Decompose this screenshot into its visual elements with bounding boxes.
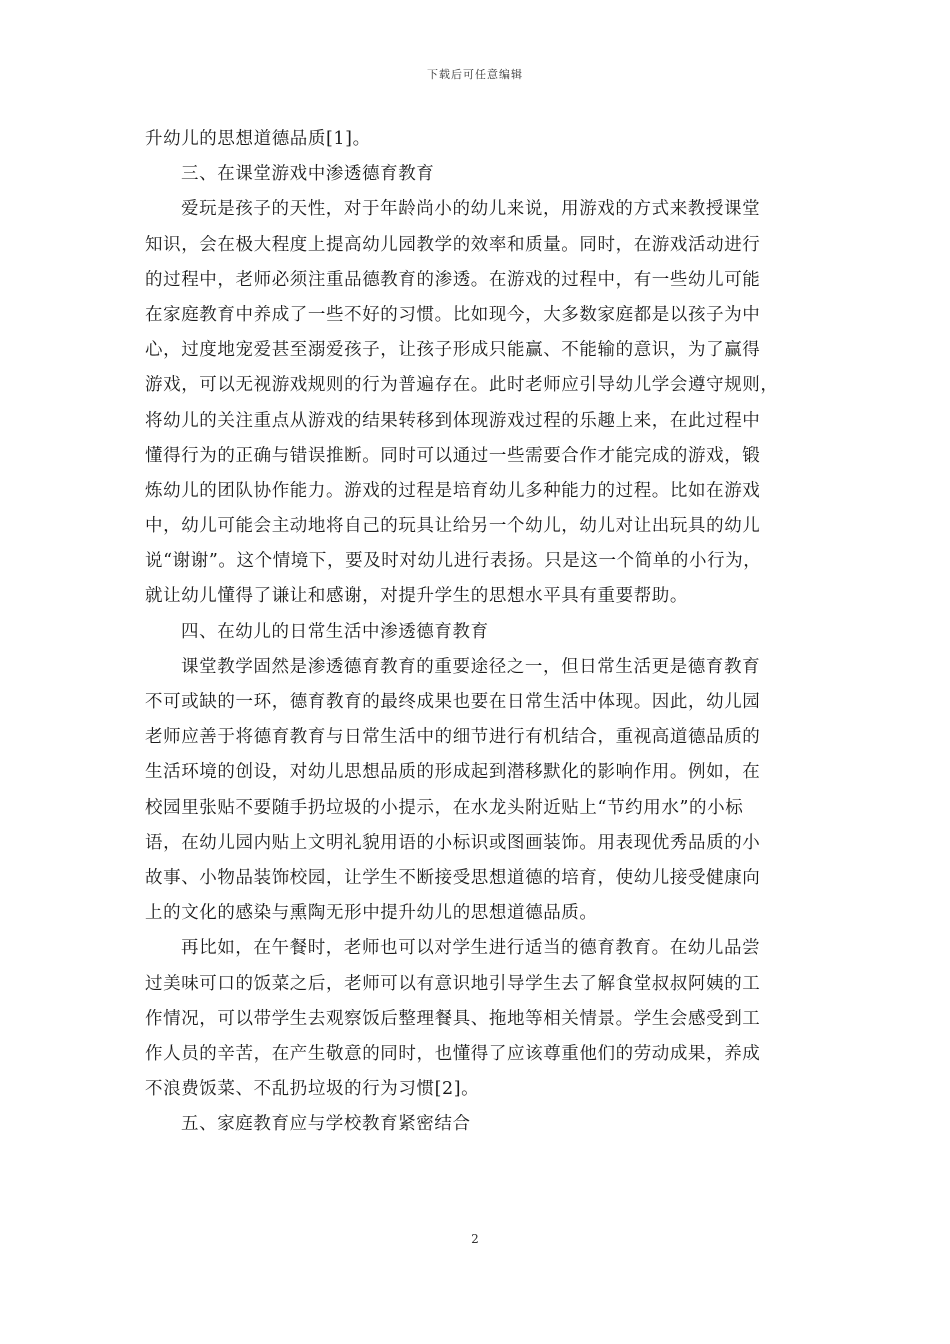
text-line: 炼幼儿的团队协作能力。游戏的过程是培育幼儿多种能力的过程。比如在游戏 <box>145 480 761 501</box>
section-heading: 四、在幼儿的日常生活中渗透德育教育 <box>181 621 489 642</box>
text-line: 课堂教学固然是渗透德育教育的重要途径之一，但日常生活更是德育教育 <box>181 656 761 677</box>
section-heading: 三、在课堂游戏中渗透德育教育 <box>181 164 435 185</box>
text-line: 校园里张贴不要随手扔垃圾的小提示，在水龙头附近贴上“节约用水”的小标 <box>145 797 744 818</box>
text-line: 知识，会在极大程度上提高幼儿园教学的效率和质量。同时，在游戏活动进行 <box>145 234 761 255</box>
text-line: 老师应善于将德育教育与日常生活中的细节进行有机结合，重视高道德品质的 <box>145 727 761 748</box>
text-line: 中，幼儿可能会主动地将自己的玩具让给另一个幼儿，幼儿对让出玩具的幼儿 <box>145 516 761 537</box>
text-line: 故事、小物品装饰校园，让学生不断接受思想道德的培育，使幼儿接受健康向 <box>145 867 761 888</box>
text-line: 不可或缺的一环，德育教育的最终成果也要在日常生活中体现。因此，幼儿园 <box>145 692 761 712</box>
text-line: 将幼儿的关注重点从游戏的结果转移到体现游戏过程的乐趣上来，在此过程中 <box>145 410 761 431</box>
text-line: 说“谢谢”。这个情境下，要及时对幼儿进行表扬。只是这一个简单的小行为， <box>145 551 762 572</box>
text-line: 爱玩是孩子的天性，对于年龄尚小的幼儿来说，用游戏的方式来教授课堂 <box>181 199 761 220</box>
text-line: 游戏，可以无视游戏规则的行为普遍存在。此时老师应引导幼儿学会遵守规则， <box>145 375 779 396</box>
text-line: 再比如，在午餐时，老师也可以对学生进行适当的德育教育。在幼儿品尝 <box>181 938 761 959</box>
text-line: 心，过度地宠爱甚至溺爱孩子，让孩子形成只能赢、不能输的意识，为了赢得 <box>145 340 761 361</box>
text-line: 就让幼儿懂得了谦让和感谢，对提升学生的思想水平具有重要帮助。 <box>145 586 688 607</box>
text-line: 生活环境的创设，对幼儿思想品质的形成起到潜移默化的影响作用。例如，在 <box>145 762 761 783</box>
text-line: 在家庭教育中养成了一些不好的习惯。比如现今，大多数家庭都是以孩子为中 <box>145 304 761 325</box>
text-line: 语，在幼儿园内贴上文明礼貌用语的小标识或图画装饰。用表现优秀品质的小 <box>145 832 761 853</box>
text-line: 升幼儿的思想道德品质[1]。 <box>145 129 371 149</box>
document-body <box>145 122 810 1142</box>
text-line: 作人员的辛苦，在产生敬意的同时，也懂得了应该尊重他们的劳动成果，养成 <box>145 1043 761 1064</box>
page-header: 下载后可任意编辑 <box>427 68 523 81</box>
page-number: 2 <box>471 1232 479 1246</box>
text-line: 不浪费饭菜、不乱扔垃圾的行为习惯[2]。 <box>145 1079 480 1100</box>
text-line: 作情况，可以带学生去观察饭后整理餐具、拖地等相关情景。学生会感受到工 <box>145 1008 761 1029</box>
text-line: 过美味可口的饭菜之后，老师可以有意识地引导学生去了解食堂叔叔阿姨的工 <box>145 973 761 994</box>
text-line: 上的文化的感染与熏陶无形中提升幼儿的思想道德品质。 <box>145 903 598 924</box>
text-line: 懂得行为的正确与错误推断。同时可以通过一些需要合作才能完成的游戏，锻 <box>145 445 761 466</box>
text-line: 的过程中，老师必须注重品德教育的渗透。在游戏的过程中，有一些幼儿可能 <box>145 269 761 290</box>
section-heading: 五、家庭教育应与学校教育紧密结合 <box>181 1114 471 1135</box>
